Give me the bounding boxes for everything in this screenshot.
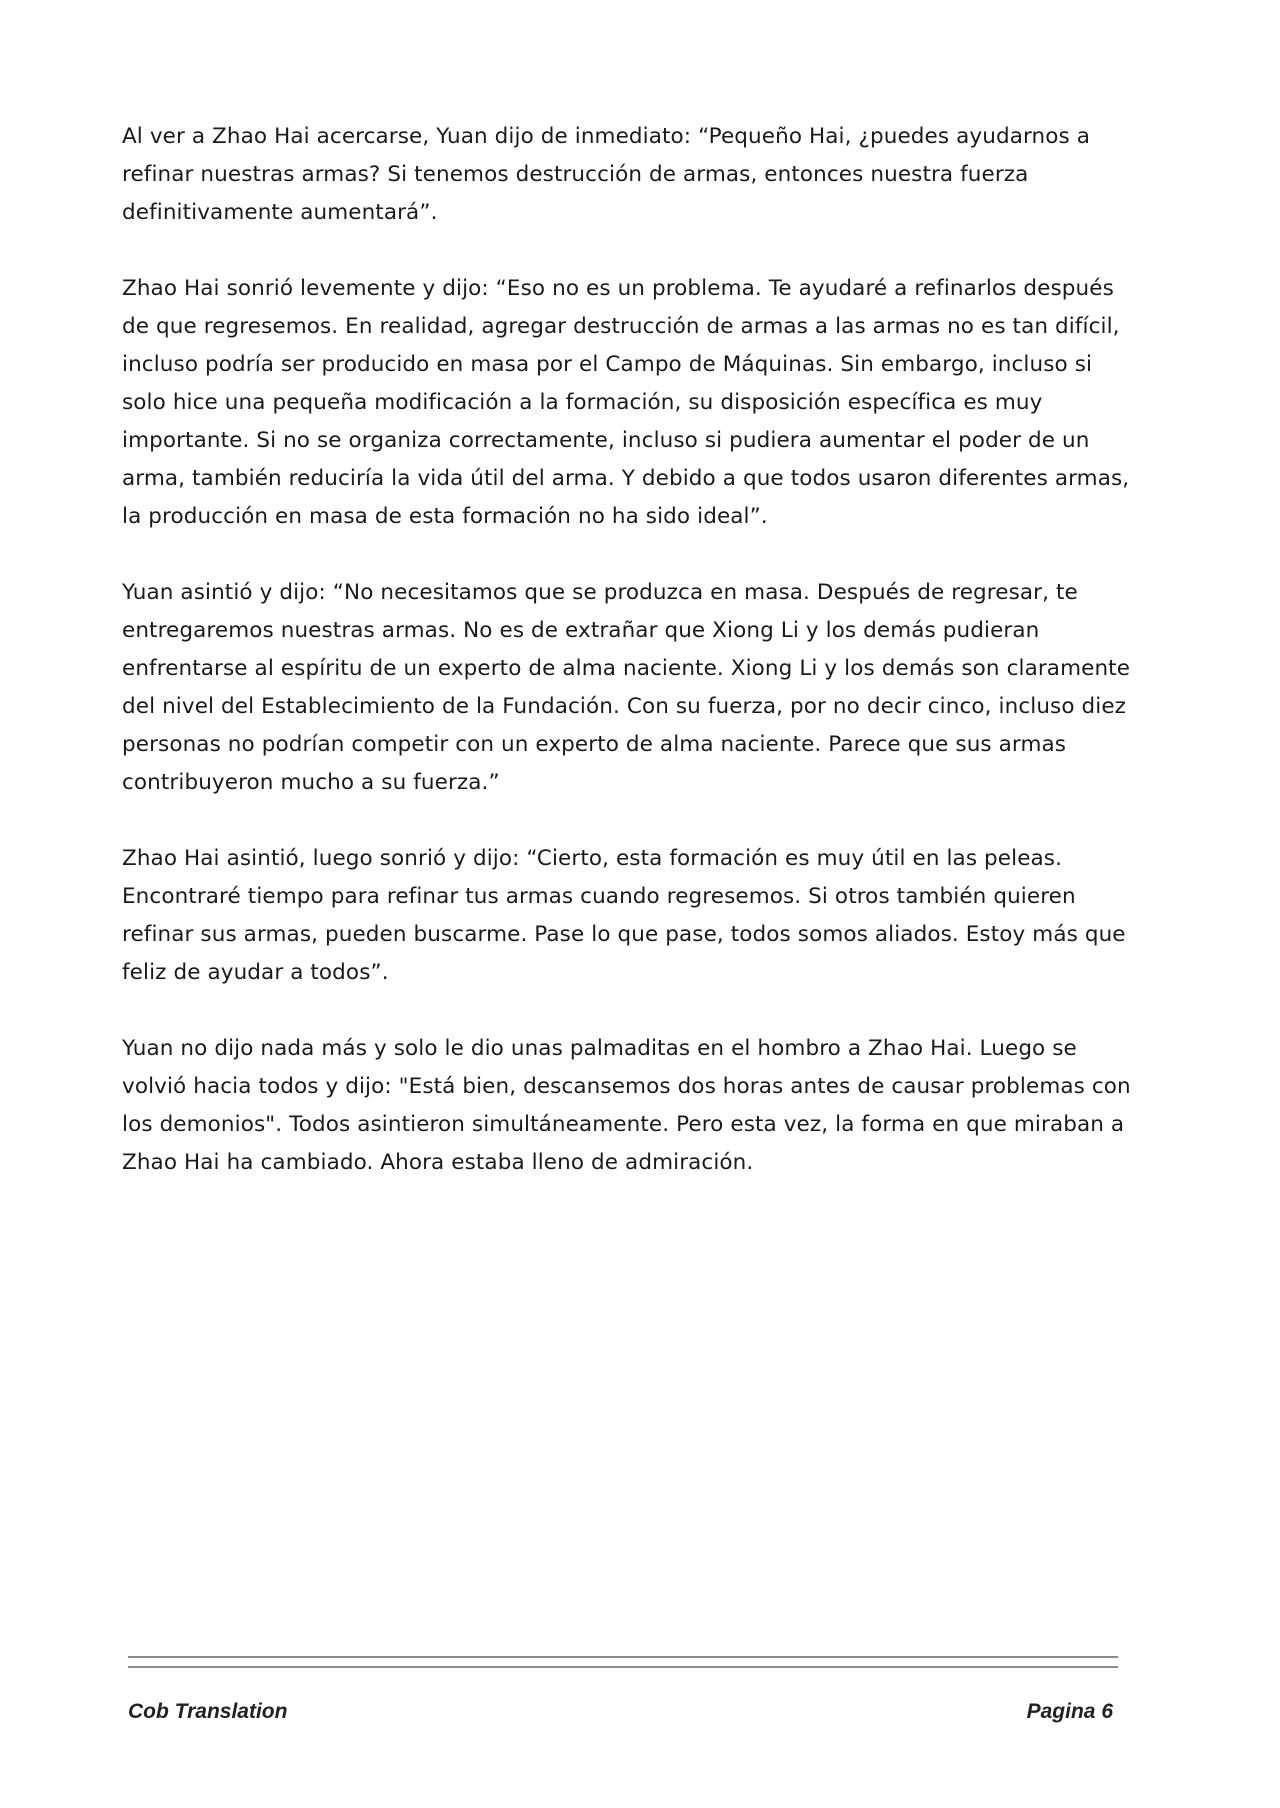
page-number: Pagina 6 — [1026, 1700, 1113, 1723]
paragraph: Yuan asintió y dijo: “No necesitamos que se produzca en masa. Después de regresar, te entregaremos nuestras armas. No es de extrañar que Xiong Li y los demás pudieran enfrentarse al espíritu de un experto de alma naciente. Xiong Li y los demás son claramente del nivel del Establecimiento de la Fundación. Con su fuerza, por no decir cinco, incluso diez personas no podrían competir con un experto de alma naciente. Parece que sus armas contribuyeron mucho a su fuerza.” — [122, 580, 1131, 795]
paragraph: Al ver a Zhao Hai acercarse, Yuan dijo de inmediato: “Pequeño Hai, ¿puedes ayudarnos a refinar nuestras armas? Si tenemos destrucción de armas, entonces nuestra fuerza definitivamente aumentará”. — [122, 124, 1091, 225]
footer-divider — [128, 1656, 1118, 1668]
footer-source: Cob Translation — [128, 1700, 288, 1723]
footer-rule-bottom — [128, 1666, 1118, 1668]
footer-rule-top — [128, 1656, 1118, 1658]
paragraph: Yuan no dijo nada más y solo le dio unas palmaditas en el hombro a Zhao Hai. Luego se volvió hacia todos y dijo: "Está bien, descansemos dos horas antes de causar problemas con los demonios". Todos asintieron simultáneamente. Pero esta vez, la forma en que miraban a Zhao Hai ha cambiado. Ahora estaba lleno de admiración. — [122, 1036, 1131, 1175]
document-body — [122, 118, 1142, 1220]
paragraph: Zhao Hai sonrió levemente y dijo: “Eso no es un problema. Te ayudaré a refinarlos después de que regresemos. En realidad, agregar destrucción de armas a las armas no es tan difícil, incluso podría ser producido en masa por el Campo de Máquinas. Sin embargo, incluso si solo hice una pequeña modificación a la formación, su disposición específica es muy importante. Si no se organiza correctamente, incluso si pudiera aumentar el poder de un arma, también reduciría la vida útil del arma. Y debido a que todos usaron diferentes armas, la producción en masa de esta formación no ha sido ideal”. — [122, 276, 1130, 529]
page-footer — [128, 1700, 1113, 1724]
paragraph: Zhao Hai asintió, luego sonrió y dijo: “Cierto, esta formación es muy útil en las peleas. Encontraré tiempo para refinar tus armas cuando regresemos. Si otros también quieren refinar sus armas, pueden buscarme. Pase lo que pase, todos somos aliados. Estoy más que feliz de ayudar a todos”. — [122, 846, 1126, 985]
